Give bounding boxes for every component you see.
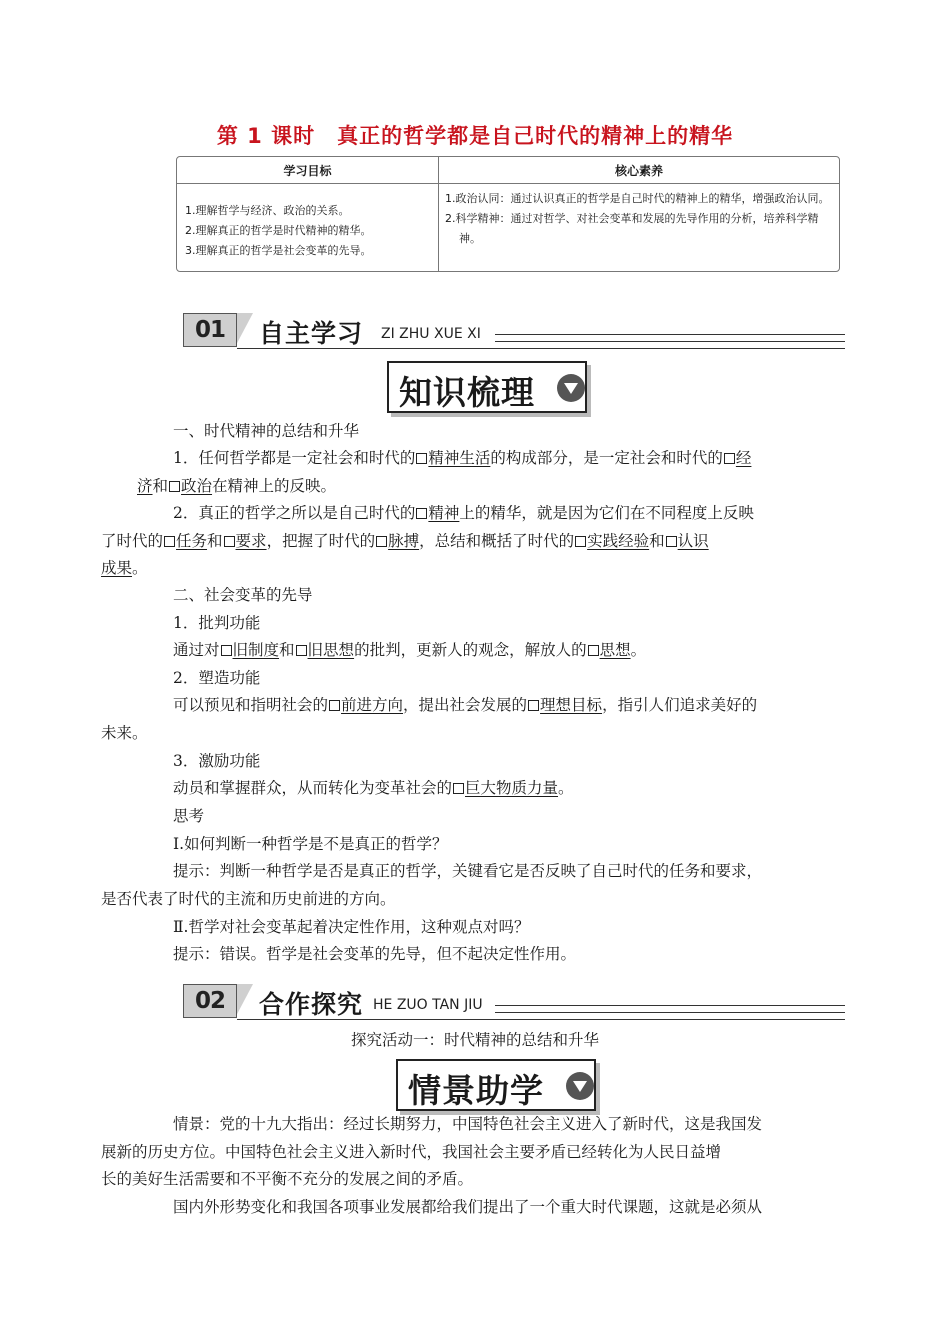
section-number-badge: 02 <box>183 984 237 1018</box>
critique-function-title: 1．批判功能 <box>173 614 261 632</box>
objectives-table <box>176 156 840 272</box>
blank-box-icon <box>528 700 539 711</box>
core-literacy-header: 核心素养 <box>614 164 663 178</box>
banner-baseline <box>237 348 845 349</box>
blank-box-icon <box>724 453 735 464</box>
scenario-paragraph-2: 国内外形势变化和我国各项事业发展都给我们提出了一个重大时代课题，这就是必须从 <box>173 1198 763 1216</box>
core-literacy-list <box>445 189 833 249</box>
knowledge-review-title-box <box>387 361 587 413</box>
blank-box-icon <box>453 783 464 794</box>
blank-answer: 精神生活 <box>415 449 490 467</box>
inquiry-activity-title: 探究活动一：时代精神的总结和升华 <box>350 1031 599 1049</box>
scenario-title-box <box>396 1059 596 1111</box>
banner-rule <box>495 334 845 342</box>
section-title-pinyin: ZI ZHU XUE XI <box>381 326 481 342</box>
blank-box-icon <box>296 645 307 656</box>
blank-box-icon <box>666 536 677 547</box>
blank-answer: 实践经验 <box>574 532 649 550</box>
critique-function-text: 通过对 旧制度和 旧思想的批判，更新人的观念，解放人的 思想。 <box>173 641 647 659</box>
thinking-answer-1: 提示：判断一种哲学是否是真正的哲学，关键看它是否反映了自己时代的任务和要求， 是否代表了时代的主流和历史前进的方向。 <box>101 862 763 908</box>
blank-box-icon <box>416 508 427 519</box>
scenario-title: 情景助学 <box>408 1071 544 1110</box>
core-literacy-item: 1.政治认同：通过认识真正的哲学是自己时代的精神上的精华，增强政治认同。 <box>445 192 830 205</box>
blank-answer: 思想 <box>587 641 631 659</box>
blank-answer: 旧思想 <box>295 641 355 659</box>
inspiring-function-text: 动员和掌握群众，从而转化为变革社会的 巨大物质力量。 <box>173 779 574 797</box>
blank-answer: 任务 <box>163 532 207 550</box>
blank-box-icon <box>221 645 232 656</box>
blank-box-icon <box>169 481 180 492</box>
blank-answer: 精神 <box>415 504 459 522</box>
blank-answer: 要求 <box>223 532 267 550</box>
scenario-paragraph-1: 情景：党的十九大指出：经过长期努力，中国特色社会主义进入了新时代，这是我国发 展新的历史方位。中国特色社会主义进入新时代，我国社会主要矛盾已经转化为人民日益增 长的美好生活需要和不平衡不充分的发展之间的矛盾。 <box>101 1115 763 1188</box>
shaping-function-text: 可以预见和指明社会的 前进方向，提出社会发展的 理想目标，指引人们追求美好的 未来。 <box>101 696 758 742</box>
banner-wedge <box>235 984 253 1018</box>
blank-answer: 认识 <box>665 532 709 550</box>
section-number-badge: 01 <box>183 313 237 347</box>
blank-answer: 巨大物质力量 <box>452 779 558 797</box>
lesson-name: 真正的哲学都是自己时代的精神上的精华 <box>337 124 734 148</box>
banner-baseline <box>237 1019 845 1020</box>
blank-box-icon <box>329 700 340 711</box>
blank-answer: 政治 <box>168 477 212 495</box>
thinking-question-2: Ⅱ.哲学对社会变革起着决定性作用，这种观点对吗？ <box>173 918 530 936</box>
blank-answer: 前进方向 <box>328 696 403 714</box>
down-triangle-icon <box>566 1072 594 1100</box>
section-title-pinyin: HE ZUO TAN JIU <box>373 997 483 1013</box>
blank-answer: 理想目标 <box>527 696 602 714</box>
blank-box-icon <box>575 536 586 547</box>
down-triangle-icon <box>557 374 585 402</box>
shaping-function-title: 2．塑造功能 <box>173 669 261 687</box>
part-two-heading: 二、社会变革的先导 <box>173 586 313 604</box>
part-one-paragraph-2: 2．真正的哲学之所以是自己时代的 精神上的精华，就是因为它们在不同程度上反映 了时代的 任务和 要求，把握了时代的 脉搏，总结和概括了时代的 实践经验和 认识 成果。 <box>101 504 754 577</box>
learning-goals-header: 学习目标 <box>283 164 332 178</box>
thinking-label: 思考 <box>173 807 205 825</box>
thinking-question-1: Ⅰ.如何判断一种哲学是不是真正的哲学？ <box>173 835 448 853</box>
learning-goal-item: 1.理解哲学与经济、政治的关系。 <box>185 204 350 217</box>
blank-box-icon <box>224 536 235 547</box>
thinking-answer-2: 提示：错误。哲学是社会变革的先导，但不起决定性作用。 <box>173 945 577 963</box>
learning-goals-list <box>185 201 433 261</box>
inspiring-function-title: 3．激励功能 <box>173 752 261 770</box>
learning-goal-item: 3.理解真正的哲学是社会变革的先导。 <box>185 244 372 257</box>
section-title: 自主学习 <box>259 319 364 348</box>
table-divider <box>438 157 439 271</box>
blank-box-icon <box>164 536 175 547</box>
lesson-number: 第 1 课时 <box>216 124 316 148</box>
section-banner-self-study <box>183 313 845 349</box>
banner-rule <box>495 1005 845 1013</box>
part-one-heading: 一、时代精神的总结和升华 <box>173 422 360 440</box>
blank-answer: 经 <box>723 449 752 467</box>
banner-wedge <box>235 313 253 347</box>
section-banner-cooperative-inquiry <box>183 984 845 1020</box>
knowledge-review-title: 知识梳理 <box>399 373 535 412</box>
blank-box-icon <box>416 453 427 464</box>
blank-answer: 脉搏 <box>375 532 419 550</box>
blank-box-icon <box>376 536 387 547</box>
blank-answer: 旧制度 <box>220 641 280 659</box>
learning-goal-item: 2.理解真正的哲学是时代精神的精华。 <box>185 224 372 237</box>
part-one-paragraph-1: 1．任何哲学都是一定社会和时代的 精神生活的构成部分，是一定社会和时代的 经 济和 政治在精神上的反映。 <box>137 449 752 495</box>
lesson-title <box>0 120 950 150</box>
core-literacy-item: 2.科学精神：通过对哲学、对社会变革和发展的先导作用的分析，培养科学精神。 <box>445 212 819 245</box>
blank-box-icon <box>588 645 599 656</box>
section-title: 合作探究 <box>259 990 364 1019</box>
